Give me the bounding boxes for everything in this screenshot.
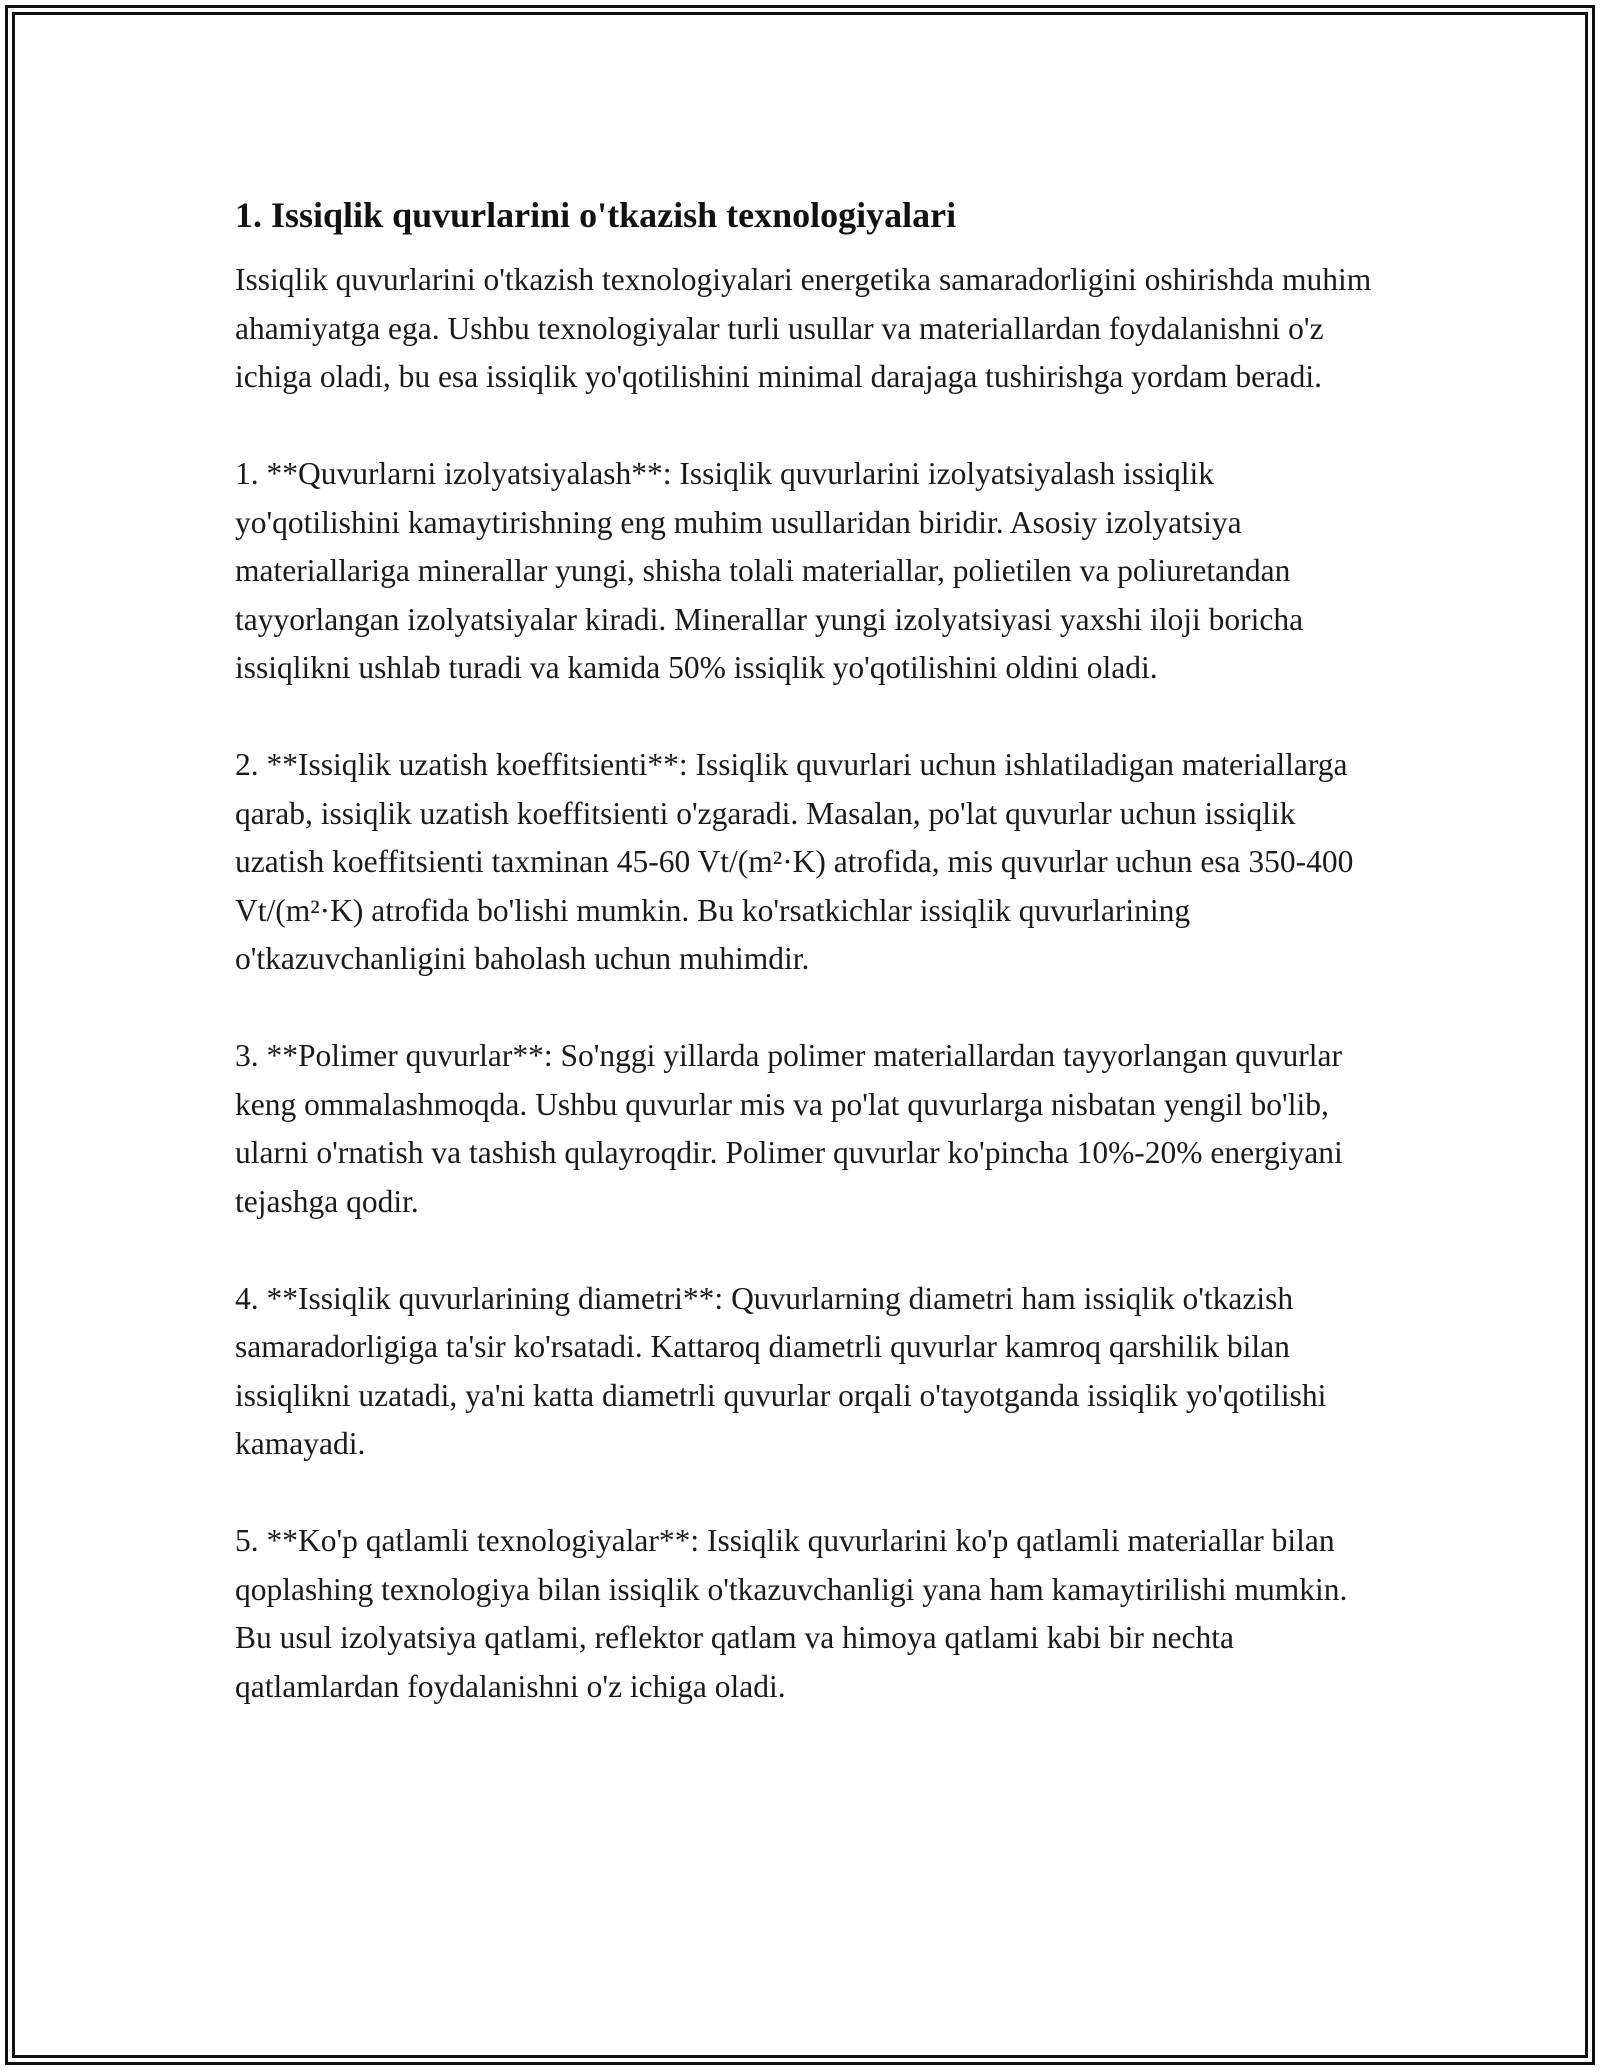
intro-paragraph: Issiqlik quvurlarini o'tkazish texnologiyalari energetika samaradorligini oshirishda muhim ahamiyatga ega. Ushbu texnologiyalar turli usullar va materiallardan foydalanishni o'z ichiga oladi, bu esa issiqlik yo'qotilishini minimal darajaga tushirishga yordam beradi. bbox=[235, 262, 1372, 394]
list-item-multilayer-technologies: 5. **Ko'p qatlamli texnologiyalar**: Issiqlik quvurlarini ko'p qatlamli materiallar bilan qoplashing texnologiya bilan issiqlik o'tkazuvchanligi yana ham kamaytirilishi mumkin. Bu usul izolyatsiya qatlami, reflektor qatlam va himoya qatlami kabi bir nechta qatlamlardan foydalanishni o'z ichiga oladi. bbox=[235, 1523, 1348, 1704]
list-item-pipe-diameter: 4. **Issiqlik quvurlarining diametri**: Quvurlarning diametri ham issiqlik o'tkazish samaradorligiga ta'sir ko'rsatadi. Kattaroq diametrli quvurlar kamroq qarshilik bilan issiqlikni uzatadi, ya'ni katta diametrli quvurlar orqali o'tayotganda issiqlik yo'qotilishi kamayadi. bbox=[235, 1280, 1327, 1461]
document-title: 1. Issiqlik quvurlarini o'tkazish texnologiyalari bbox=[235, 195, 957, 235]
list-item-polymer-pipes: 3. **Polimer quvurlar**: So'nggi yillarda polimer materiallardan tayyorlangan quvurlar keng ommalashmoqda. Ushbu quvurlar mis va po'lat quvurlarga nisbatan yengil bo'lib, ularni o'rnatish va tashish qulayroqdir. Polimer quvurlar ko'pincha 10%-20% energiyani tejashga qodir. bbox=[235, 1038, 1343, 1219]
list-item-heat-transfer-coefficient: 2. **Issiqlik uzatish koeffitsienti**: Issiqlik quvurlari uchun ishlatiladigan materiallarga qarab, issiqlik uzatish koeffitsienti o'zgaradi. Masalan, po'lat quvurlar uchun issiqlik uzatish koeffitsienti taxminan 45-60 Vt/(m²·K) atrofida, mis quvurlar uchun esa 350-400 Vt/(m²·K) atrofida bo'lishi mumkin. Bu ko'rsatkichlar issiqlik quvurlarining o'tkazuvchanligini baholash uchun muhimdir. bbox=[235, 747, 1354, 976]
document-body bbox=[235, 188, 1375, 1711]
list-item-insulation: 1. **Quvurlarni izolyatsiyalash**: Issiqlik quvurlarini izolyatsiyalash issiqlik yo'qotilishini kamaytirishning eng muhim usullaridan biridir. Asosiy izolyatsiya materiallariga minerallar yungi, shisha tolali materiallar, polietilen va poliuretandan tayyorlangan izolyatsiyalar kiradi. Minerallar yungi izolyatsiyasi yaxshi iloji boricha issiqlikni ushlab turadi va kamida 50% issiqlik yo'qotilishini oldini oladi. bbox=[235, 456, 1304, 685]
